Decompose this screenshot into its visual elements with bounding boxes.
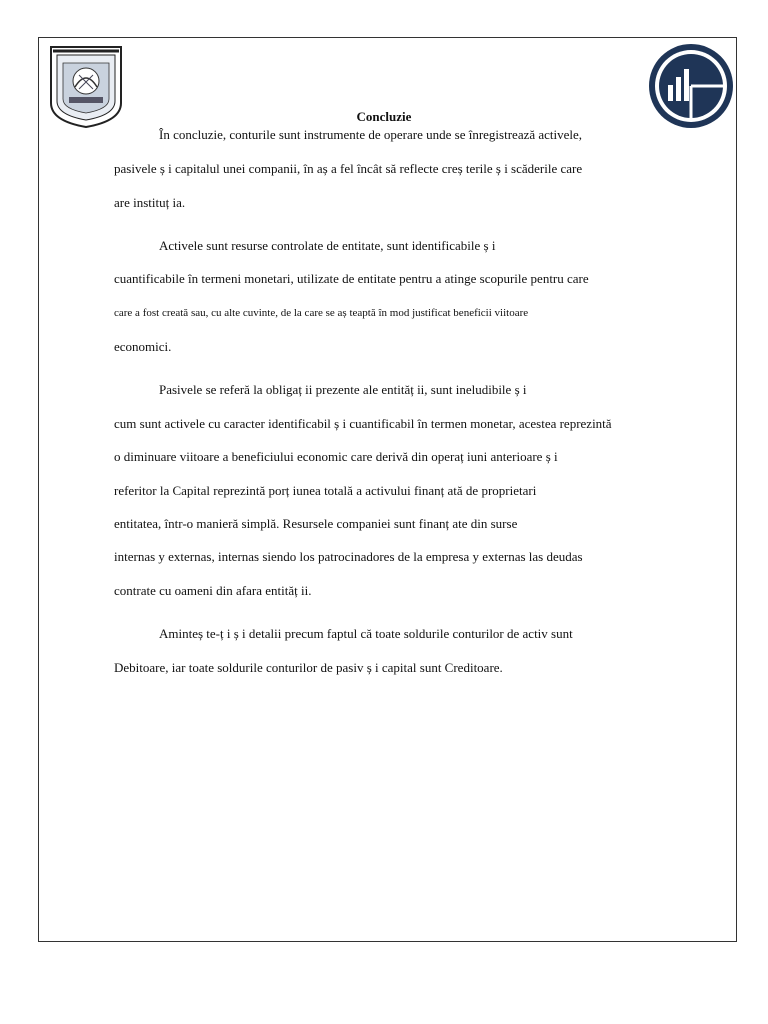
body-line: Activele sunt resurse controlate de entitate, sunt identificabile ș i	[159, 238, 496, 253]
body-line: internas y externas, internas siendo los patrocinadores de la empresa y externas las deudas	[114, 549, 583, 564]
body-line: În concluzie, conturile sunt instrumente de operare unde se înregistrează activele,	[159, 127, 583, 142]
body-line: care a fost creată sau, cu alte cuvinte, de la care se aș teaptă în mod justificat beneficii viitoare	[114, 307, 529, 319]
body-line: Pasivele se referă la obligaț ii prezente ale entităț ii, sunt ineludibile ș i	[159, 382, 527, 397]
body-line: entitatea, într-o manieră simplă. Resursele companiei sunt finanț ate din surse	[114, 516, 518, 531]
body-line: contrate cu oameni din afara entităț ii.	[114, 583, 312, 598]
body-line: o diminuare viitoare a beneficiului economic care derivă din operaț iuni anterioare ș i	[114, 449, 558, 464]
body-line: referitor la Capital reprezintă porț iunea totală a activului finanț ată de proprietari	[114, 483, 537, 498]
body-line: cuantificabile în termeni monetari, utilizate de entitate pentru a atinge scopurile pentru care	[114, 271, 589, 286]
body-line: Aminteș te-ț i ș i detalii precum faptul că toate soldurile conturilor de activ sunt	[159, 626, 573, 641]
body-line: are instituț ia.	[114, 195, 186, 210]
body-line: economici.	[114, 339, 172, 354]
body-line: Debitoare, iar toate soldurile conturilor de pasiv ș i capital sunt Creditoare.	[114, 660, 503, 675]
body-line: pasivele ș i capitalul unei companii, în aș a fel încât să reflecte creș terile ș i scăderile care	[114, 161, 583, 176]
document-title: Concluzie	[356, 109, 412, 124]
body-line: cum sunt activele cu caracter identificabil ș i cuantificabil în termen monetar, acestea reprezintă	[114, 416, 612, 431]
